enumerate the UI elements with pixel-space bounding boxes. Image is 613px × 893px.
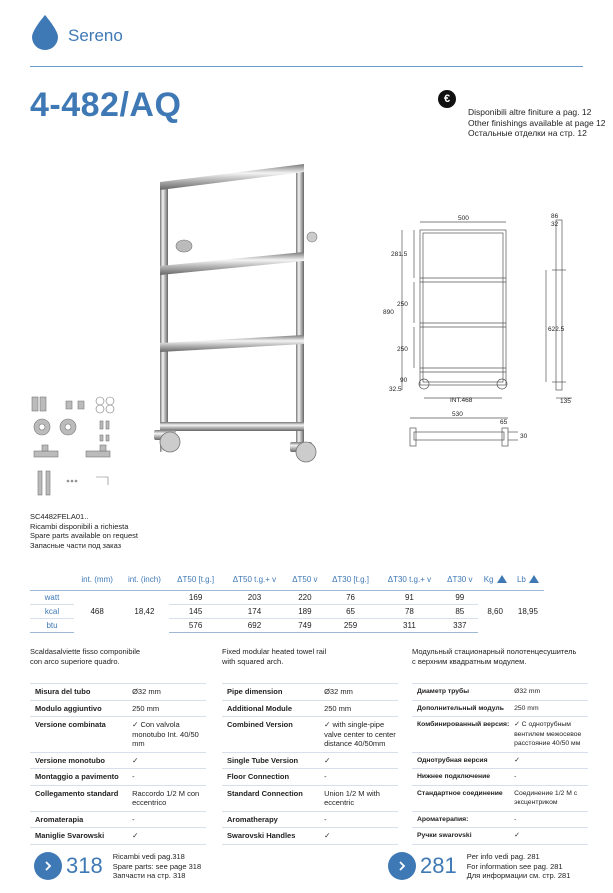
spec-row: Дополнительный модуль 250 mm <box>412 700 588 717</box>
cell-int-mm: 468 <box>74 590 120 632</box>
spec-row: Aromaterapia - <box>30 811 206 828</box>
spare-parts-note <box>30 512 138 550</box>
spec-row: Swarovski Handles ✓ <box>222 828 398 845</box>
water-drop-icon <box>30 14 60 50</box>
spare-parts-image <box>30 395 130 510</box>
dim-500: 500 <box>458 215 469 222</box>
spec-column-ru <box>412 647 588 845</box>
col-header-kg: Kg <box>478 570 511 590</box>
page-number: 318 <box>66 853 103 879</box>
info-link[interactable] <box>388 852 570 881</box>
spec-row: Aromatherapy - <box>222 811 398 828</box>
cell: 76 <box>323 590 377 604</box>
table-row <box>30 590 544 604</box>
dim-32: 32 <box>551 221 559 228</box>
spec-row: Maniglie Svarowski ✓ <box>30 828 206 845</box>
finishings-line: Остальные отделки на стр. 12 <box>468 128 587 138</box>
spare-parts-link[interactable] <box>34 852 201 881</box>
cell: 576 <box>169 618 223 632</box>
row-unit: btu <box>30 618 74 632</box>
dim-65: 65 <box>500 419 508 426</box>
dim-30: 30 <box>520 433 528 440</box>
cell: 220 <box>286 590 323 604</box>
spec-row: Misura del tubo Ø32 mm <box>30 684 206 701</box>
col-header-lb: Lb <box>512 570 544 590</box>
product-code: 4-482/AQ <box>30 86 182 124</box>
spare-line: Ricambi disponibili a richiesta <box>30 521 129 531</box>
dim-622-5: 622.5 <box>548 326 565 333</box>
finishings-line: Disponibili altre finiture a pag. 12 <box>468 107 592 117</box>
spec-description: Fixed modular heated towel rail with squared arch. <box>222 647 327 666</box>
finishings-note <box>468 107 606 139</box>
arrow-right-icon <box>34 852 62 880</box>
col-header: int. (inch) <box>127 575 161 585</box>
spec-row: Ароматерапия: - <box>412 811 588 828</box>
spec-row: Versione combinata ✓ Con valvola monotubo Int. 40/50 mm <box>30 717 206 753</box>
dim-250-a: 250 <box>397 301 408 308</box>
footer-note: Per info vedi pag. 281 For information see pag. 281 Для информации см. стр. 281 <box>466 852 571 880</box>
col-header: ΔT50 v <box>292 575 318 585</box>
spec-row: Combined Version ✓ with single-pipe valve center to center distance 40/50mm <box>222 717 398 753</box>
cell: 85 <box>441 604 478 618</box>
dim-86: 86 <box>551 213 559 220</box>
cell: 749 <box>286 618 323 632</box>
cell: 189 <box>286 604 323 618</box>
dim-890: 890 <box>383 309 394 316</box>
spec-row: Ручки swarovski ✓ <box>412 828 588 845</box>
spec-row: Single Tube Version ✓ <box>222 752 398 769</box>
cell: 311 <box>378 618 442 632</box>
brand <box>30 14 123 50</box>
weight-icon <box>497 575 507 583</box>
weight-icon <box>529 575 539 583</box>
cell: 91 <box>378 590 442 604</box>
spec-row: Additional Module 250 mm <box>222 700 398 717</box>
spec-description: Модульный стационарный полотенцесушитель с верхним квадратным модулем. <box>412 647 577 666</box>
col-header: ΔT30 [t.g.] <box>332 575 369 585</box>
finishings-line: Other finishings available at page 12 <box>468 117 606 128</box>
cell: 65 <box>323 604 377 618</box>
plan-drawing <box>400 410 550 455</box>
cell: 203 <box>223 590 287 604</box>
performance-table <box>30 570 544 633</box>
cell: 99 <box>441 590 478 604</box>
cell: 78 <box>378 604 442 618</box>
col-header: ΔT50 [t.g.] <box>177 575 215 585</box>
cell: 337 <box>441 618 478 632</box>
spec-row: Нижнее подключение - <box>412 769 588 786</box>
footer-note: Ricambi vedi pag.318 Spare parts: see page 318 Запчасти на стр. 318 <box>112 852 202 880</box>
col-header: ΔT30 v <box>447 575 473 585</box>
spec-row: Pipe dimension Ø32 mm <box>222 684 398 701</box>
euro-icon: € <box>438 90 456 108</box>
col-header: ΔT50 t.g.+ v <box>232 575 277 585</box>
col-header: int. (mm) <box>81 575 113 585</box>
dim-90: 90 <box>400 377 408 384</box>
dim-int-468: INT.468 <box>450 397 473 404</box>
spec-row: Versione monotubo ✓ <box>30 752 206 769</box>
cell: 259 <box>323 618 377 632</box>
spec-table <box>412 683 588 845</box>
page-number: 281 <box>420 853 457 879</box>
spec-column-en <box>222 647 398 845</box>
row-unit: watt <box>30 590 74 604</box>
spec-row: Collegamento standard Raccordo 1/2 M con eccentrico <box>30 785 206 811</box>
cell: 169 <box>169 590 223 604</box>
spec-row: Modulo aggiuntivo 250 mm <box>30 700 206 717</box>
cell-kg: 8,60 <box>478 590 511 632</box>
row-unit: kcal <box>30 604 74 618</box>
dim-281-5: 281.5 <box>391 251 408 258</box>
cell-lb: 18,95 <box>512 590 544 632</box>
arrow-right-icon <box>388 852 416 880</box>
dim-135: 135 <box>560 398 571 405</box>
spec-table <box>222 683 398 845</box>
spec-row: Диаметр трубы Ø32 mm <box>412 684 588 701</box>
spec-column-it <box>30 647 206 845</box>
spare-code: SC4482FELA01.. <box>30 512 89 521</box>
dim-250-b: 250 <box>397 346 408 353</box>
spec-row: Стандартное соединение Соединение 1/2 М с эксцентриком <box>412 785 588 811</box>
cell: 145 <box>169 604 223 618</box>
product-image <box>140 160 330 470</box>
cell-int-inch: 18,42 <box>120 590 168 632</box>
spare-line: Запасные части под заказ <box>30 540 122 550</box>
cell: 692 <box>223 618 287 632</box>
header-rule <box>30 66 583 67</box>
col-header <box>30 570 74 590</box>
spec-row: Комбинированный версия: ✓ С однотрубным вентилем межосевое расстояние 40/50 мм <box>412 717 588 753</box>
spare-line: Spare parts available on request <box>30 531 138 540</box>
spec-row: Montaggio a pavimento - <box>30 769 206 786</box>
cell: 174 <box>223 604 287 618</box>
spec-row: Floor Connection - <box>222 769 398 786</box>
spec-description: Scaldasalviette fisso componibile con arco superiore quadro. <box>30 647 141 666</box>
dim-32-5: 32.5 <box>389 386 402 393</box>
dim-530: 530 <box>452 411 463 418</box>
spec-row: Однотрубная версия ✓ <box>412 752 588 769</box>
brand-name: Sereno <box>68 26 123 45</box>
spec-row: Standard Connection Union 1/2 M with eccentric <box>222 785 398 811</box>
spec-table <box>30 683 206 845</box>
col-header: ΔT30 t.g.+ v <box>387 575 432 585</box>
